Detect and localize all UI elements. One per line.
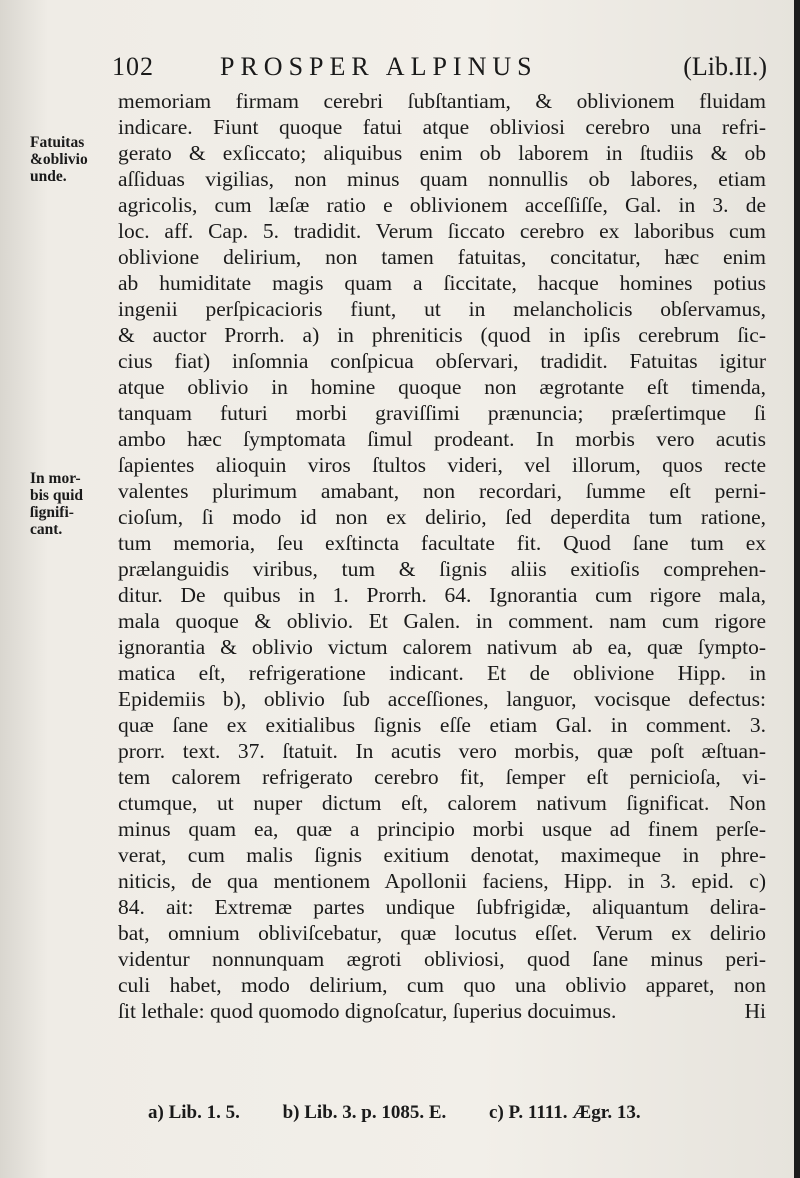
page-number: 102 <box>112 52 154 81</box>
book-reference: (Lib.II.) <box>683 52 767 81</box>
text-line: videntur nonnunquam ægroti obliviosi, quod ſane minus peri- <box>118 947 766 971</box>
footnote-a: a) Lib. 1. 5. <box>148 1102 240 1123</box>
page-edge-shadow <box>794 0 800 1178</box>
text-line: tum memoria, ſeu exſtincta facultate fit. Quod ſane tum ex <box>118 531 766 555</box>
margin-note-line: &oblivio <box>30 151 88 168</box>
text-line: bat, omnium obliviſcebatur, quæ locutus eſſet. Verum ex delirio <box>118 921 766 945</box>
margin-note-in-morbis <box>30 470 114 538</box>
running-head-title: PROSPER ALPINUS <box>220 52 538 81</box>
text-line: indicare. Fiunt quoque fatui atque obliviosi cerebro una refri- <box>118 115 766 139</box>
text-line: memoriam firmam cerebri ſubſtantiam, & oblivionem fluidam <box>118 89 766 113</box>
text-line: ctumque, ut nuper dictum eſt, calorem nativum ſignificat. Non <box>118 791 766 815</box>
text-line: ditur. De quibus in 1. Prorrh. 64. Ignorantia cum rigore mala, <box>118 583 766 607</box>
text-line: aſſiduas vigilias, non minus quam nonnullis ob labores, etiam <box>118 167 766 191</box>
margin-note-line: In mor- <box>30 470 81 487</box>
text-line: gerato & exſiccato; aliquibus enim ob laborem in ſtudiis & ob <box>118 141 766 165</box>
margin-note-line: ſignifi- <box>30 504 74 521</box>
margin-note-line: unde. <box>30 168 67 185</box>
text-line: Hi <box>744 999 766 1023</box>
text-line: mala quoque & oblivio. Et Galen. in comment. nam cum rigore <box>118 609 766 633</box>
text-line: atque oblivio in homine quoque non ægrotante eſt timenda, <box>118 375 766 399</box>
margin-note-fatuitas <box>30 134 114 185</box>
footnote-c: c) P. 1111. Ægr. 13. <box>489 1102 641 1123</box>
text-line: matica eſt, refrigeratione indicant. Et de oblivione Hipp. in <box>118 661 766 685</box>
bleed-through-shadow <box>36 628 114 644</box>
text-line: oblivione delirium, non tamen fatuitas, concitatur, hæc enim <box>118 245 766 269</box>
text-line: ab humiditate magis quam a ſiccitate, hacque homines potius <box>118 271 766 295</box>
text-line: valentes plurimum amabant, non recordari, ſumme eſt perni- <box>118 479 766 503</box>
text-line: ambo hæc ſymptomata ſimul prodeant. In morbis vero acutis <box>118 427 766 451</box>
body-text <box>118 88 766 1024</box>
text-line: tanquam futuri morbi graviſſimi prænuncia; præſertimque ſi <box>118 401 766 425</box>
margin-note-line: cant. <box>30 521 63 538</box>
text-line: 84. ait: Extremæ partes undique ſubfrigidæ, aliquantum delira- <box>118 895 766 919</box>
text-line: niticis, de qua mentionem Apollonii faciens, Hipp. in 3. epid. c) <box>118 869 766 893</box>
margin-note-line: bis quid <box>30 487 84 504</box>
text-line: ſit lethale: quod quomodo dignoſcatur, ſuperius docuimus. <box>118 999 617 1023</box>
text-line: verat, cum malis ſignis exitium denotat, maximeque in phre- <box>118 843 766 867</box>
text-line: prælanguidis viribus, tum & ſignis aliis exitioſis comprehen- <box>118 557 766 581</box>
text-line: tem calorem refrigerato cerebro fit, ſemper eſt pernicioſa, vi- <box>118 765 766 789</box>
margin-note-line: Fatuitas <box>30 134 85 151</box>
text-line: Epidemiis b), oblivio ſub acceſſiones, languor, vocisque defectus: <box>118 687 766 711</box>
text-line: prorr. text. 37. ſtatuit. In acutis vero morbis, quæ poſt æſtuan- <box>118 739 766 763</box>
text-line: loc. aff. Cap. 5. tradidit. Verum ſiccato cerebro ex laboribus cum <box>118 219 766 243</box>
text-line: ignorantia & oblivio victum calorem nativum ab ea, quæ ſympto- <box>118 635 766 659</box>
footnotes <box>148 1102 768 1124</box>
text-line: quæ ſane ex exitialibus ſignis eſſe etiam Gal. in comment. 3. <box>118 713 766 737</box>
text-line: ingenii perſpicacioris fiunt, ut in melancholicis obſervamus, <box>118 297 766 321</box>
text-line: minus quam ea, quæ a principio morbi usque ad finem perſe- <box>118 817 766 841</box>
running-header <box>112 52 767 88</box>
text-line: agricolis, cum læſæ ratio e oblivionem acceſſiſſe, Gal. in 3. de <box>118 193 766 217</box>
footnote-b: b) Lib. 3. p. 1085. E. <box>282 1102 447 1123</box>
text-line: & auctor Prorrh. a) in phreniticis (quod in ipſis cerebrum ſic- <box>118 323 766 347</box>
text-line: ſapientes alioquin viros ſtultos videri, vel illorum, quos recte <box>118 453 766 477</box>
text-line: cioſum, ſi modo id non ex delirio, ſed deperdita tum ratione, <box>118 505 766 529</box>
text-line: culi habet, modo delirium, cum quo una oblivio apparet, non <box>118 973 766 997</box>
text-line: cius fiat) inſomnia conſpicua obſervari, tradidit. Fatuitas igitur <box>118 349 766 373</box>
